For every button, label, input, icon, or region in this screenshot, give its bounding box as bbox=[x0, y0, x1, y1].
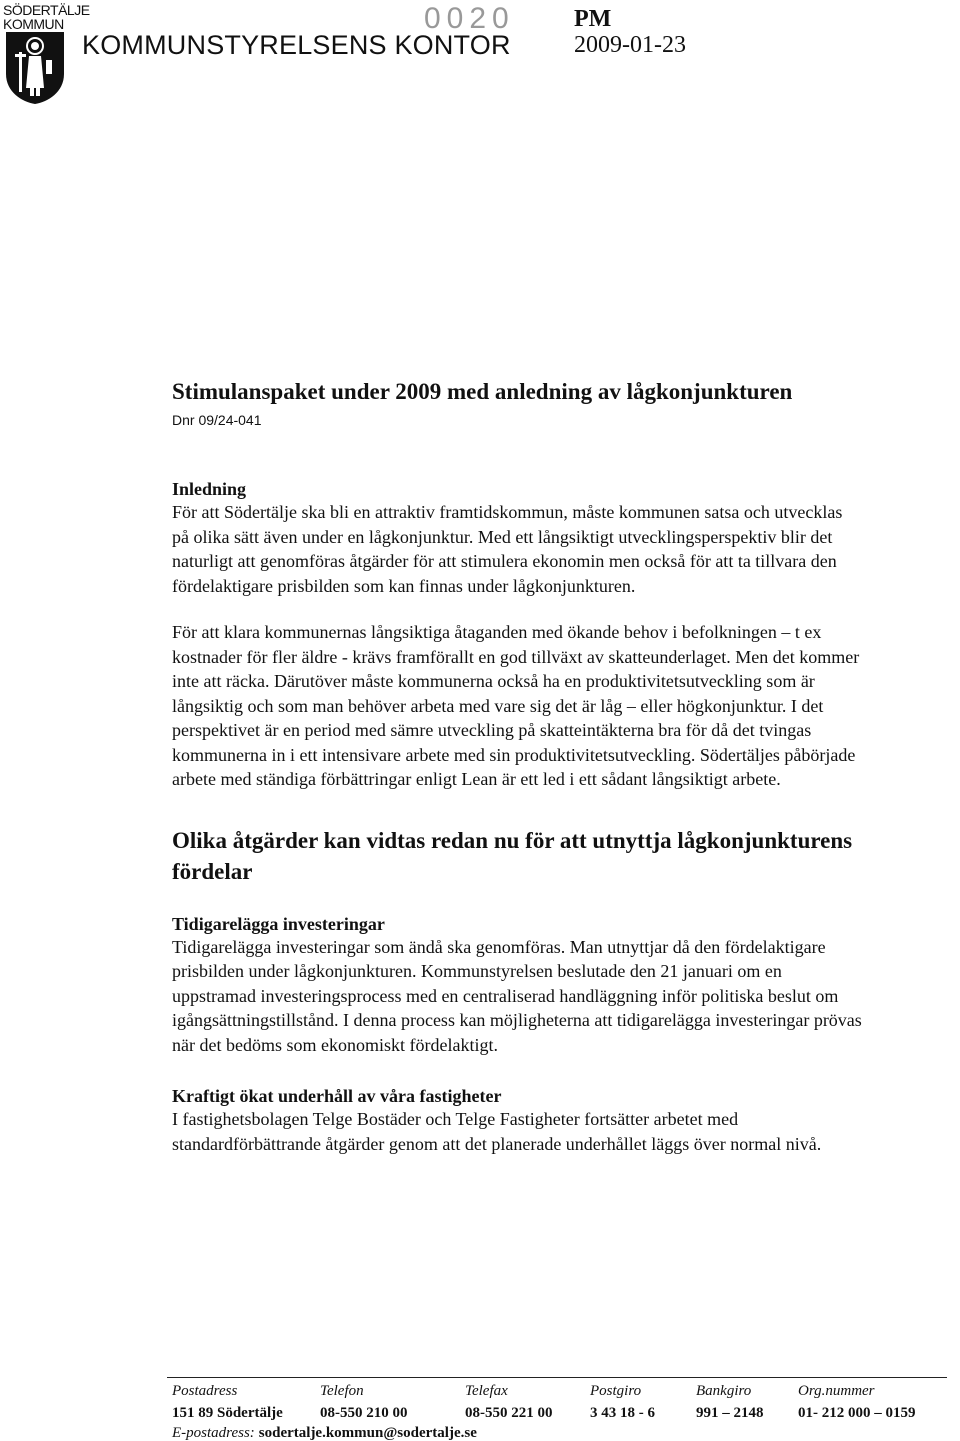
registration-number: Dnr 09/24-041 bbox=[172, 412, 262, 428]
footer-label-telefon: Telefon bbox=[320, 1383, 364, 1399]
footer-label-bankgiro: Bankgiro bbox=[696, 1383, 752, 1399]
subsection-text-investeringar: Tidigarelägga investeringar som ändå ska genomföras. Man utnyttjar då den fördelaktigare prisbilden under lågkonjunkturen. Kommunstyrelsen beslutade den 21 januari om en uppstramad investeringsprocess med en centraliserad handläggning inför politiska beslut om igångsättningstillstånd. I denna process kan möjligheterna att tidigarelägga investeringar prövas när det bedöms som ekonomiskt fördelaktigt. bbox=[172, 936, 862, 1055]
registration-stamp: 0020 bbox=[424, 2, 515, 35]
document-title: Stimulanspaket under 2009 med anledning av lågkonjunkturen bbox=[172, 379, 793, 404]
footer-label-org-nummer: Org.nummer bbox=[798, 1383, 875, 1399]
footer-email-link[interactable]: sodertalje.kommun@sodertalje.se bbox=[258, 1425, 477, 1441]
municipality-label bbox=[3, 3, 90, 31]
municipality-label-line2: KOMMUN bbox=[3, 16, 64, 32]
footer-value-org-nummer: 01- 212 000 – 0159 bbox=[798, 1405, 916, 1421]
municipality-label-line1: SÖDERTÄLJE bbox=[3, 2, 90, 18]
main-heading: Olika åtgärder kan vidtas redan nu för att utnyttja lågkonjunkturens fördelar bbox=[172, 827, 853, 884]
footer-value-telefon: 08-550 210 00 bbox=[320, 1405, 408, 1421]
coat-of-arms-icon bbox=[4, 30, 66, 105]
footer-label-postadress: Postadress bbox=[172, 1383, 238, 1399]
section-heading-inledning: Inledning bbox=[172, 479, 247, 499]
subsection-heading-investeringar: Tidigarelägga investeringar bbox=[172, 913, 385, 934]
footer-value-telefax: 08-550 221 00 bbox=[465, 1405, 553, 1421]
footer-divider bbox=[167, 1377, 947, 1378]
subsection-text-underhall: I fastighetsbolagen Telge Bostäder och Telge Fastigheter fortsätter arbetet med standardförbättrande åtgärder genom att det planerade underhållet läggs över normal nivå. bbox=[172, 1109, 822, 1154]
footer-label-postgiro: Postgiro bbox=[590, 1383, 642, 1399]
intro-paragraph-2: För att klara kommunernas långsiktiga åtaganden med ökande behov i befolkningen – t ex kostnader för fler äldre - krävs framförallt en god tillväxt av skatteunderlaget. Men det kommer inte att räcka. Därutöver måste kommunerna också ha en produktivitetsutveckling som är långsiktig och som man behöver arbeta med vare sig det är låg – eller högkonjunktur. I det perspektivet är en period med sämre utveckling på skatteintäkterna bra för då det tvingas kommunerna in i ett intensivare arbete med sin produktivitetsutveckling. Södertäljes påbörjade arbete med ständiga förbättringar enligt Lean är ett led i ett sådant långsiktigt arbete. bbox=[172, 622, 860, 789]
document-type: PM bbox=[574, 6, 612, 32]
office-title: KOMMUNSTYRELSENS KONTOR bbox=[82, 30, 511, 60]
footer-email-label: E-postadress: bbox=[172, 1425, 255, 1441]
intro-paragraph-1: För att Södertälje ska bli en attraktiv framtidskommun, måste kommunen satsa och utvecklas på olika sätt även under en lågkonjunktur. Med ett långsiktigt utvecklingsperspektiv blir det naturligt att genomföras åtgärder för att stimulera ekonomin men också för att ta tillvara den fördelaktigare prisbilden som kan finnas under lågkonjunkturen. bbox=[172, 502, 843, 596]
document-date: 2009-01-23 bbox=[574, 32, 686, 58]
footer-value-postgiro: 3 43 18 - 6 bbox=[590, 1405, 655, 1421]
footer-value-bankgiro: 991 – 2148 bbox=[696, 1405, 764, 1421]
footer-value-postadress: 151 89 Södertälje bbox=[172, 1405, 283, 1421]
document-body bbox=[172, 378, 862, 1156]
footer-email-row bbox=[172, 1425, 477, 1441]
footer-label-telefax: Telefax bbox=[465, 1383, 508, 1399]
subsection-heading-underhall: Kraftigt ökat underhåll av våra fastigheter bbox=[172, 1086, 502, 1106]
